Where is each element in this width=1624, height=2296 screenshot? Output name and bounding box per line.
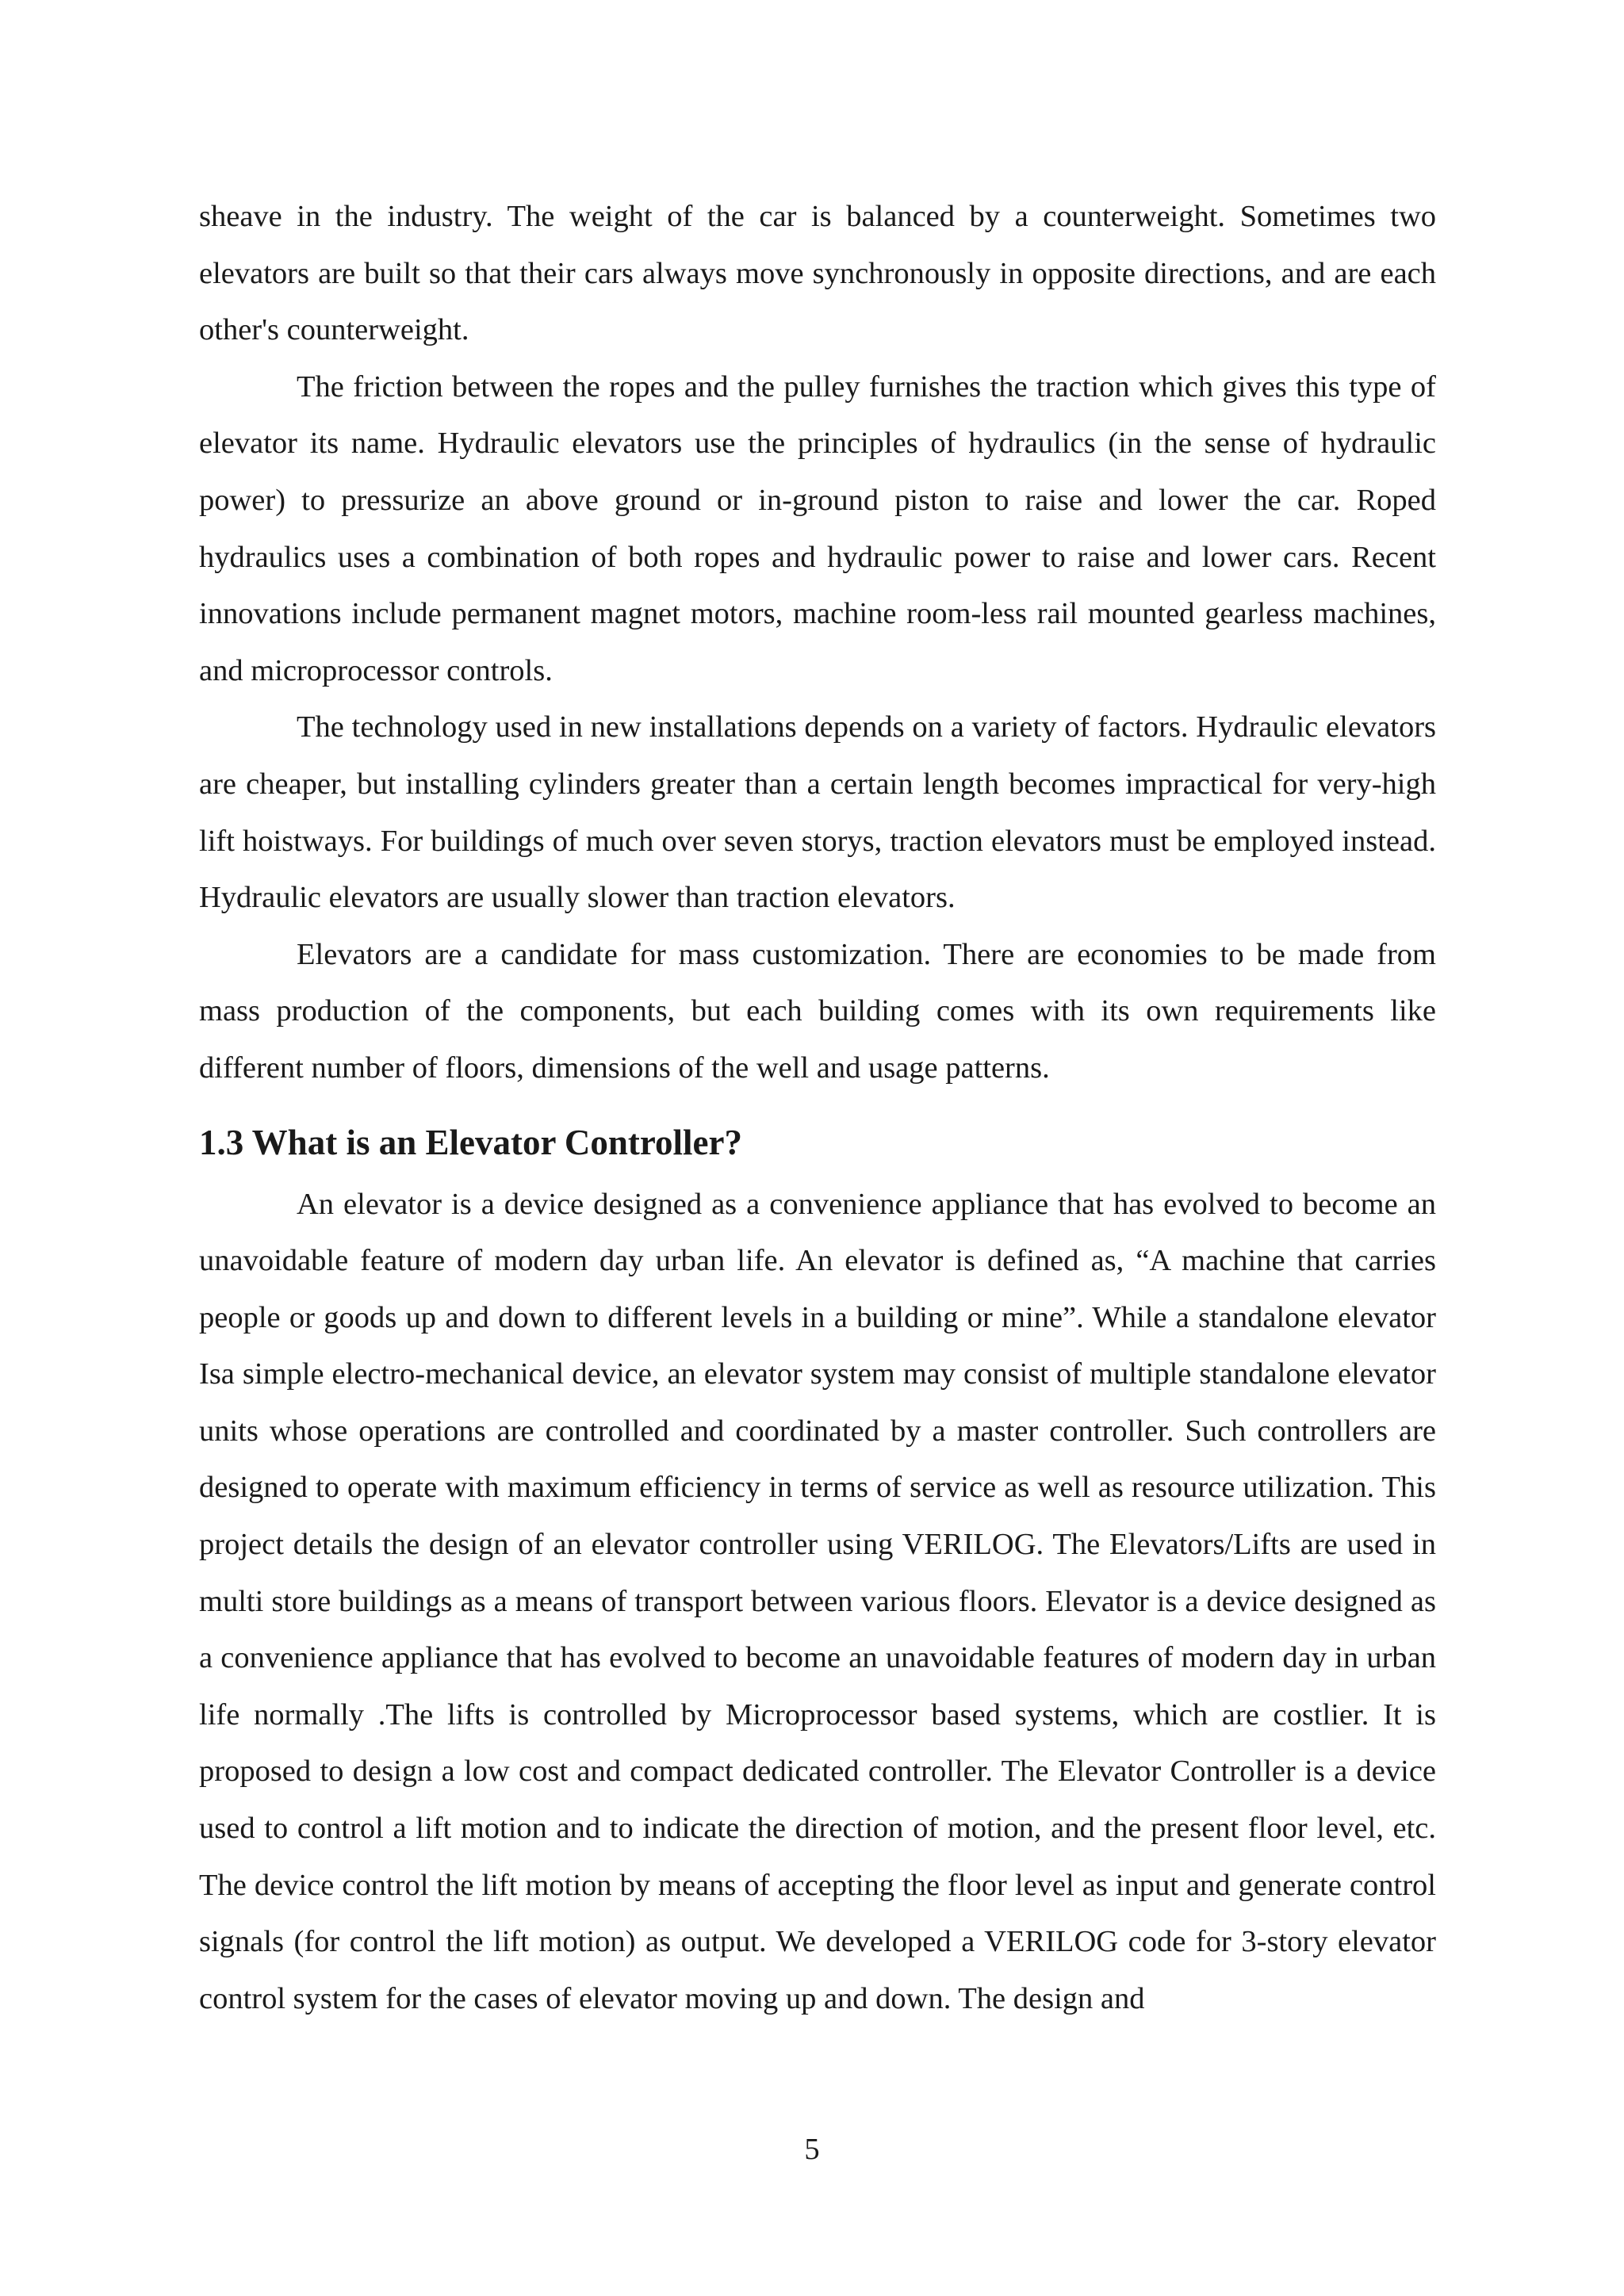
paragraph-elevator-controller: An elevator is a device designed as a convenience appliance that has evolved to become an unavoidable feature of modern day urban life. An elevator is defined as, “A machine that carries people or goods up and down to different levels in a building or mine”. While a standalone elevator Isa simple electro-mechanical device, an elevator system may consist of multiple standalone elevator units whose operations are controlled and coordinated by a master controller. Such controllers are designed to operate with maximum efficiency in terms of service as well as resource utilization. This project details the design of an elevator controller using VERILOG. The Elevators/Lifts are used in multi store buildings as a means of transport between various floors. Elevator is a device designed as a convenience appliance that has evolved to become an unavoidable features of modern day in urban life normally .The lifts is controlled by Microprocessor based systems, which are costlier. It is proposed to design a low cost and compact dedicated controller. The Elevator Controller is a device used to control a lift motion and to indicate the direction of motion, and the present floor level, etc. The device control the lift motion by means of accepting the floor level as input and generate control signals (for control the lift motion) as output. We developed a VERILOG code for 3-story elevator control system for the cases of elevator moving up and down. The design and [199, 1187, 1436, 2015]
document-page [199, 189, 1436, 2027]
section-heading: 1.3 What is an Elevator Controller? [199, 1122, 742, 1162]
paragraph-counterweight: sheave in the industry. The weight of the car is balanced by a counterweight. Sometimes two elevators are built so that their cars always move synchronously in opposite directions, and are each other's counterweight. [199, 200, 1436, 347]
page-number: 5 [804, 2133, 820, 2166]
paragraph-technology: The technology used in new installations depends on a variety of factors. Hydraulic elevators are cheaper, but installing cylinders greater than a certain length becomes impractical for very-high lift hoistways. For buildings of much over seven storys, traction elevators must be employed instead. Hydraulic elevators are usually slower than traction elevators. [199, 710, 1436, 915]
paragraph-mass-customization: Elevators are a candidate for mass customization. There are economies to be made from mass production of the components, but each building comes with its own requirements like different number of floors, dimensions of the well and usage patterns. [199, 937, 1436, 1085]
paragraph-friction: The friction between the ropes and the pulley furnishes the traction which gives this type of elevator its name. Hydraulic elevators use the principles of hydraulics (in the sense of hydraulic power) to pressurize an above ground or in-ground piston to raise and lower the car. Roped hydraulics uses a combination of both ropes and hydraulic power to raise and lower cars. Recent innovations include permanent magnet motors, machine room-less rail mounted gearless machines, and microprocessor controls. [199, 369, 1436, 687]
